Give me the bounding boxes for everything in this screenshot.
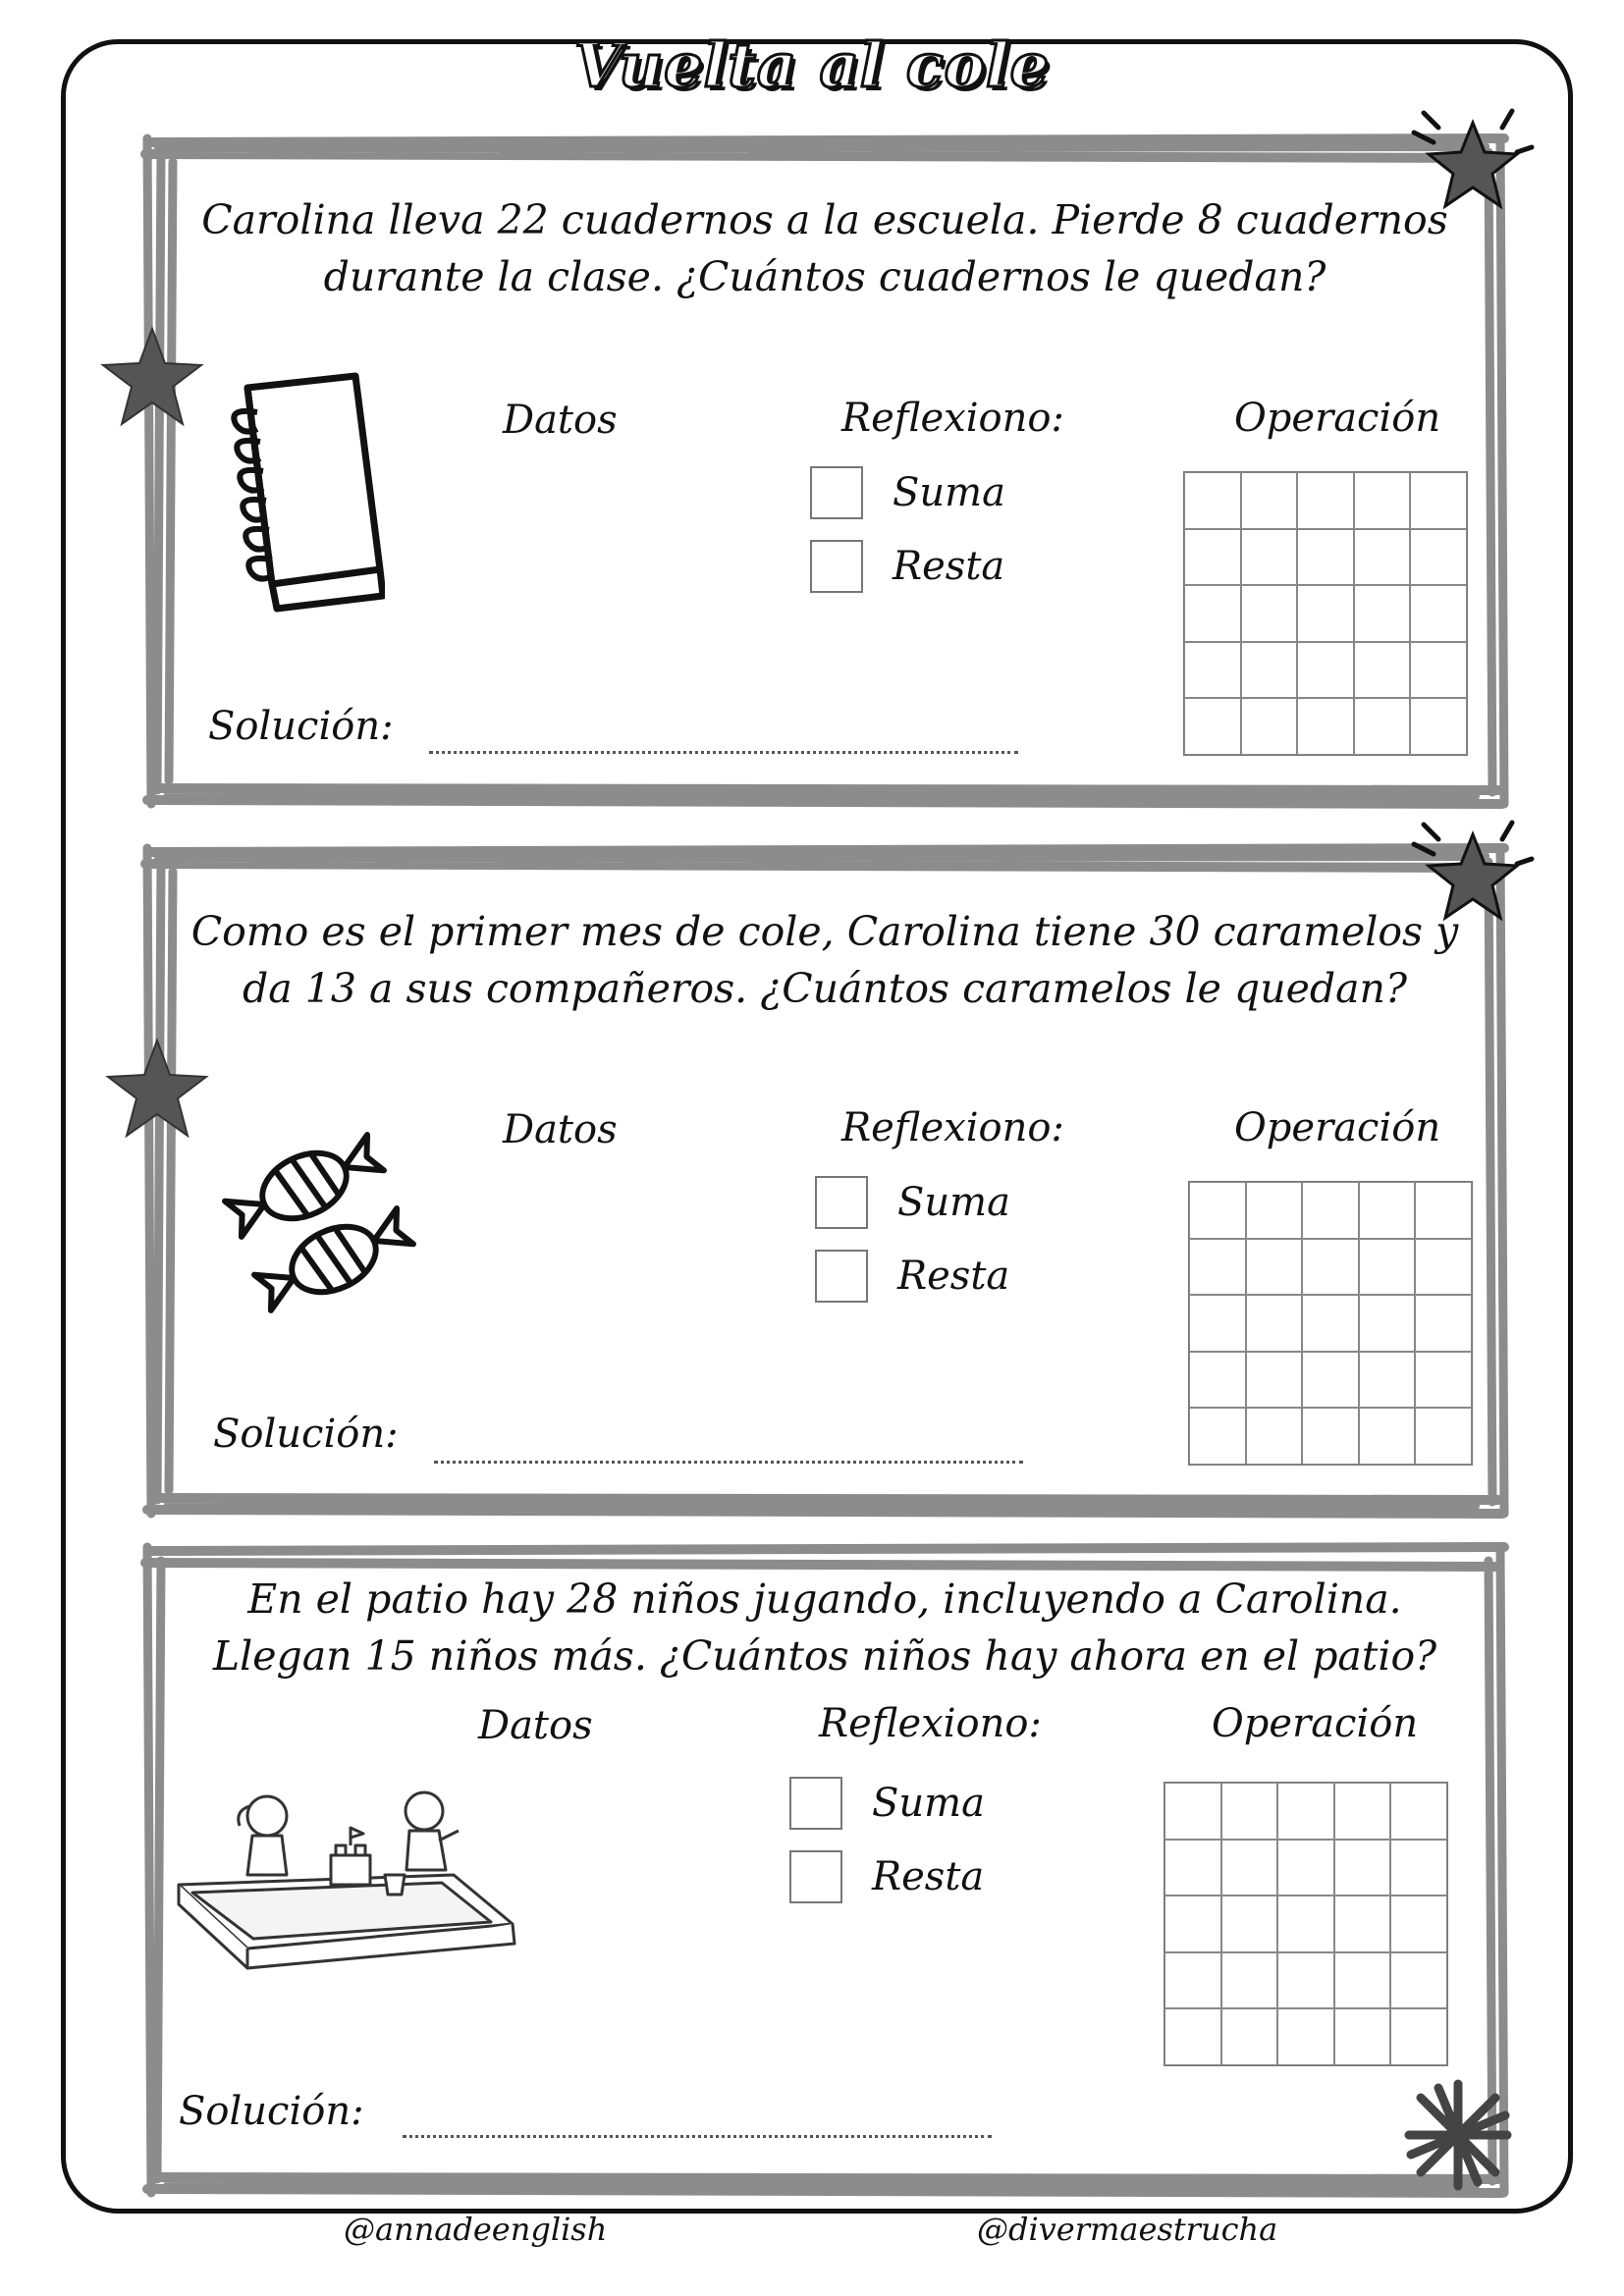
problem-text [179,903,1471,1017]
resta-label: Resta [897,1254,1010,1299]
suma-label: Suma [893,470,1005,515]
problem-card-2 [139,842,1510,1520]
suma-checkbox[interactable] [810,466,863,519]
suma-option[interactable] [789,1777,985,1830]
reflexiono-label: Reflexiono: [819,1701,1042,1746]
operacion-label: Operación [1234,396,1441,441]
star-sparkle-icon [1394,815,1542,933]
resta-checkbox[interactable] [810,540,863,593]
resta-option[interactable] [789,1850,984,1903]
operacion-label: Operación [1212,1701,1419,1746]
operacion-label: Operación [1234,1105,1441,1150]
suma-checkbox[interactable] [789,1777,842,1830]
star-icon [103,1036,211,1144]
problem-text [179,191,1471,305]
suma-option[interactable] [810,466,1005,519]
problem-line: En el patio hay 28 niños jugando, incluyendo a Carolina. [247,1575,1402,1623]
operation-grid[interactable] [1183,471,1468,756]
resta-option[interactable] [815,1250,1009,1303]
notebook-icon [218,368,385,623]
problem-line: Como es el primer mes de cole, Carolina tiene 30 caramelos y [190,908,1459,955]
operation-grid[interactable] [1164,1782,1448,2066]
candy-icon [216,1127,422,1323]
resta-label: Resta [893,544,1005,589]
problem-line: Llegan 15 niños más. ¿Cuántos niños hay ahora en el patio? [212,1632,1437,1680]
suma-option[interactable] [815,1176,1010,1229]
problem-card-1 [139,133,1510,810]
solucion-label: Solución: [179,2089,364,2134]
solucion-label: Solución: [208,704,394,749]
reflexiono-label: Reflexiono: [841,396,1064,441]
reflexiono-label: Reflexiono: [841,1105,1064,1150]
solution-answer-line[interactable] [429,751,1018,754]
footer-credit-left: @annadeenglish [344,2211,608,2248]
datos-label: Datos [503,1107,618,1152]
sandbox-children-icon [159,1777,532,2002]
page-title: Vuelta al cole [573,29,1051,101]
solution-answer-line[interactable] [403,2135,992,2138]
resta-option[interactable] [810,540,1004,593]
resta-label: Resta [872,1854,985,1899]
problem-line: Carolina lleva 22 cuadernos a la escuela. Pierde 8 cuadernos [201,196,1448,243]
suma-checkbox[interactable] [815,1176,868,1229]
star-icon [98,324,206,432]
problem-card-3 [139,1541,1510,2199]
starburst-icon [1399,2076,1517,2194]
problem-text [179,1571,1471,1684]
suma-label: Suma [897,1180,1010,1225]
resta-checkbox[interactable] [815,1250,868,1303]
suma-label: Suma [872,1781,985,1826]
solucion-label: Solución: [213,1412,399,1457]
operation-grid[interactable] [1188,1181,1473,1466]
datos-label: Datos [478,1703,593,1748]
problem-line: durante la clase. ¿Cuántos cuadernos le quedan? [323,253,1326,300]
problem-line: da 13 a sus compañeros. ¿Cuántos caramelos le quedan? [243,965,1407,1012]
star-sparkle-icon [1394,103,1542,221]
solution-answer-line[interactable] [434,1461,1023,1464]
footer-credit-right: @divermaestrucha [977,2211,1278,2248]
resta-checkbox[interactable] [789,1850,842,1903]
datos-label: Datos [503,398,618,443]
